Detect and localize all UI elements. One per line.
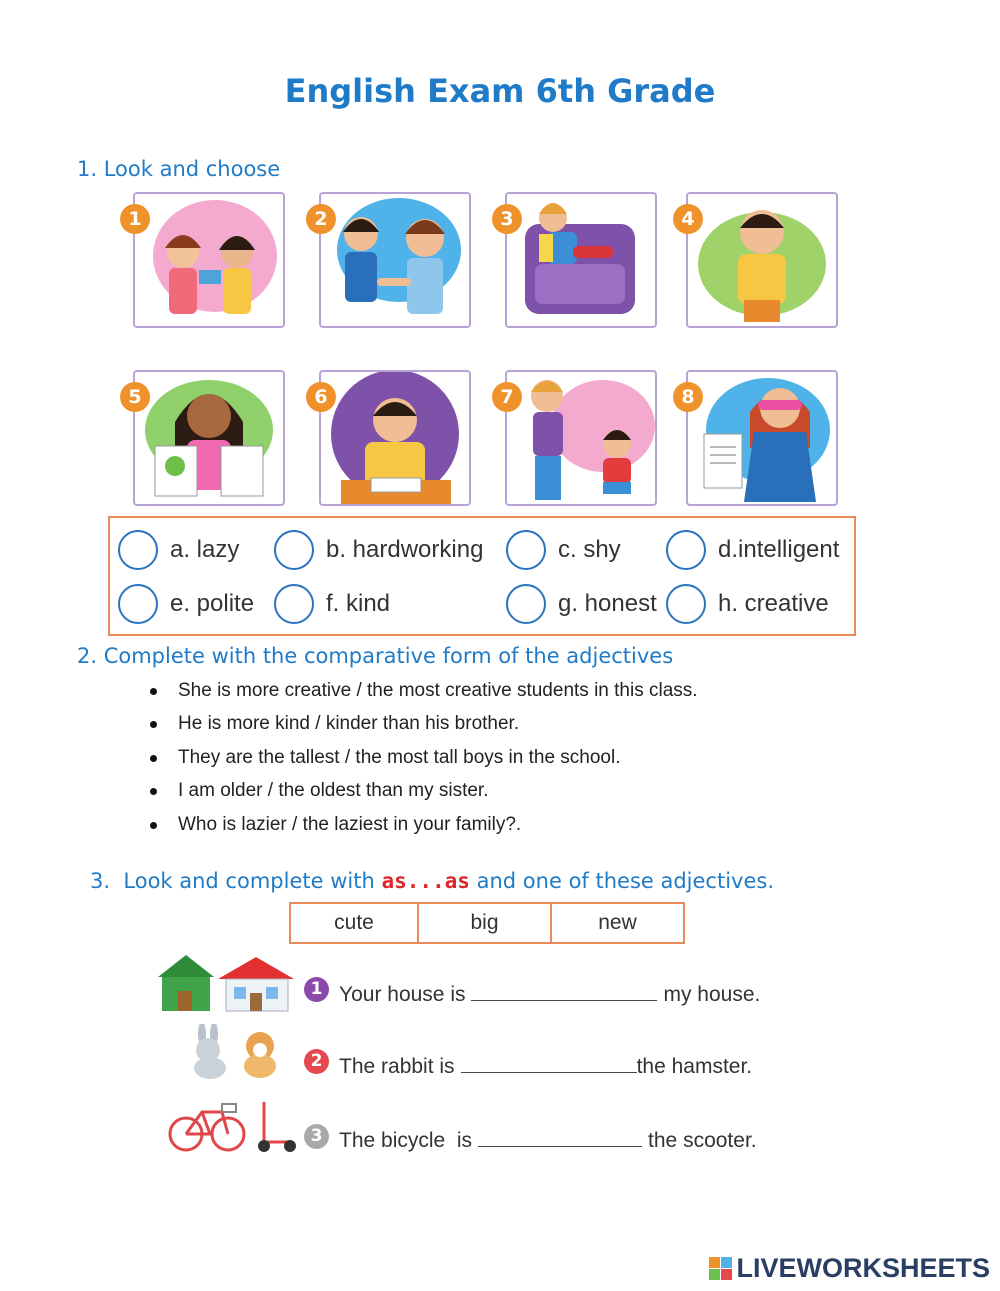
answer-circle[interactable] — [666, 584, 706, 624]
picture-card-2 — [319, 192, 471, 328]
adjective-cell: cute — [290, 903, 418, 943]
badge-2: 2 — [306, 204, 336, 234]
exercise-3: The bicycle is the scooter. — [339, 1126, 757, 1153]
comparative-list — [148, 674, 698, 841]
picture-card-3 — [505, 192, 657, 328]
exercise-2: The rabbit is the hamster. — [339, 1052, 752, 1079]
answer-circle[interactable] — [118, 530, 158, 570]
answer-blank[interactable] — [461, 1052, 637, 1073]
logo-mark-icon — [709, 1257, 732, 1280]
picture-card-7 — [505, 370, 657, 506]
badge-1: 1 — [120, 204, 150, 234]
bicycle-scooter-image — [166, 1098, 296, 1158]
badge-7: 7 — [492, 382, 522, 412]
section-2-heading: 2. Complete with the comparative form of the adjectives — [77, 644, 674, 668]
exercise-badge-3: 3 — [304, 1124, 329, 1149]
option-f[interactable]: f. kind — [274, 580, 390, 628]
exercise-badge-2: 2 — [304, 1049, 329, 1074]
option-e[interactable]: e. polite — [118, 580, 254, 628]
answer-circle[interactable] — [506, 584, 546, 624]
as-as-highlight: as...as — [381, 869, 470, 893]
picture-card-8 — [686, 370, 838, 506]
adjective-table — [289, 902, 685, 944]
picture-card-1 — [133, 192, 285, 328]
rabbit-hamster-image — [188, 1024, 284, 1084]
exercise-1: Your house is my house. — [339, 980, 760, 1007]
option-a[interactable]: a. lazy — [118, 526, 239, 574]
list-item[interactable]: Who is lazier / the laziest in your family?. — [148, 808, 698, 841]
answer-circle[interactable] — [506, 530, 546, 570]
list-item[interactable]: He is more kind / kinder than his brother. — [148, 707, 698, 740]
option-h[interactable]: h. creative — [666, 580, 829, 628]
answer-circle[interactable] — [274, 530, 314, 570]
picture-card-6 — [319, 370, 471, 506]
liveworksheets-logo: LIVEWORKSHEETS — [709, 1253, 990, 1284]
option-b[interactable]: b. hardworking — [274, 526, 483, 574]
option-g[interactable]: g. honest — [506, 580, 657, 628]
option-d[interactable]: d.intelligent — [666, 526, 839, 574]
badge-5: 5 — [120, 382, 150, 412]
houses-image — [156, 953, 302, 1019]
badge-6: 6 — [306, 382, 336, 412]
page-title: English Exam 6th Grade — [284, 72, 716, 110]
list-item[interactable]: They are the tallest / the most tall boys in the school. — [148, 741, 698, 774]
answer-blank[interactable] — [478, 1126, 642, 1147]
list-item[interactable]: I am older / the oldest than my sister. — [148, 774, 698, 807]
section-3-heading: 3. Look and complete with as...as and one of these adjectives. — [90, 869, 775, 893]
answer-circle[interactable] — [118, 584, 158, 624]
picture-card-4 — [686, 192, 838, 328]
picture-card-5 — [133, 370, 285, 506]
exercise-badge-1: 1 — [304, 977, 329, 1002]
list-item[interactable]: She is more creative / the most creative students in this class. — [148, 674, 698, 707]
answer-blank[interactable] — [471, 980, 657, 1001]
answer-circle[interactable] — [666, 530, 706, 570]
options-box — [108, 516, 856, 636]
answer-circle[interactable] — [274, 584, 314, 624]
section-1-heading: 1. Look and choose — [77, 157, 281, 181]
adjective-cell: big — [418, 903, 551, 943]
adjective-cell: new — [551, 903, 684, 943]
badge-3: 3 — [492, 204, 522, 234]
badge-4: 4 — [673, 204, 703, 234]
option-c[interactable]: c. shy — [506, 526, 621, 574]
badge-8: 8 — [673, 382, 703, 412]
